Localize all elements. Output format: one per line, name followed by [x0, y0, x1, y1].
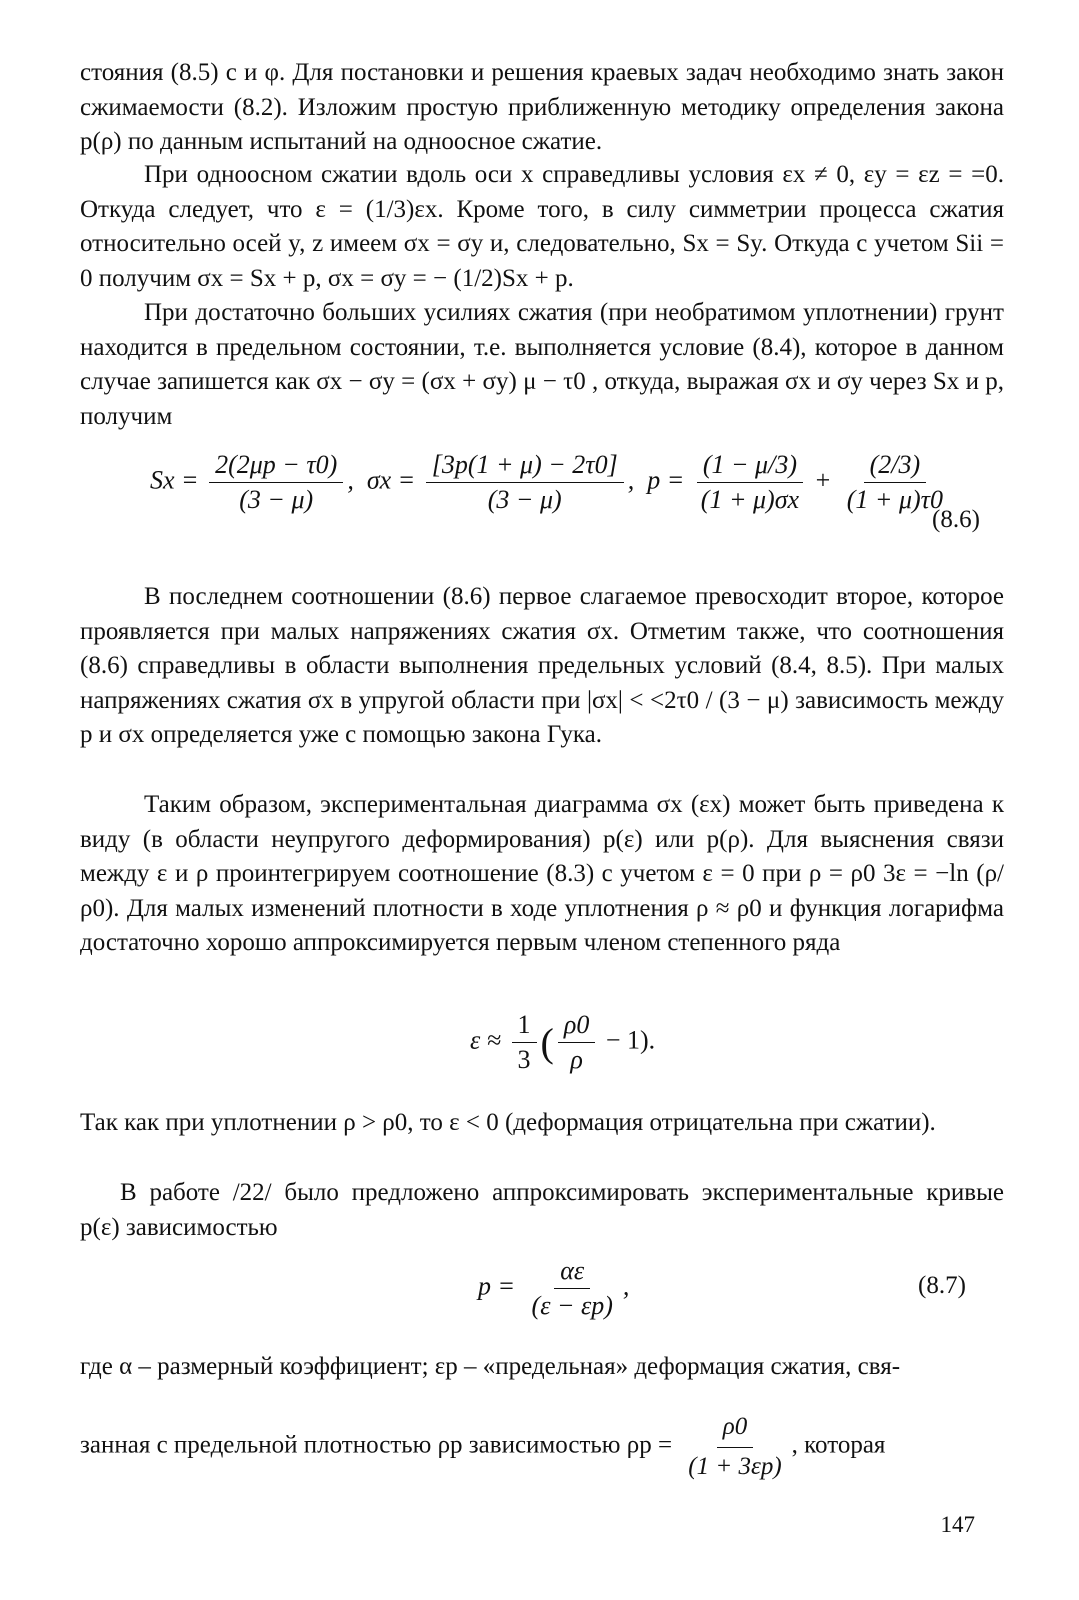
plus-sign: + — [815, 465, 831, 495]
eps-inner-num: ρ0 — [558, 1010, 595, 1043]
paragraph-5: Таким образом, экспериментальная диаграмма σx (εx) может быть приведена к виду (в области неупругого деформирования) p(ε) или p(ρ). Для выяснения связи между ε и ρ проинтегрируем соотношение (8.3) с учетом ε = 0 при ρ = ρ0 3ε = −ln (ρ/ρ0). Для малых изменений плотности в ходе уплотнения ρ ≈ ρ0 и функция логарифма достаточно хорошо аппроксимируется первым членом степенного ряда — [80, 791, 1004, 956]
sx-denominator: (3 − μ) — [239, 485, 314, 514]
eq87-numerator: αε — [554, 1256, 590, 1289]
rho-p-numerator: ρ0 — [717, 1410, 754, 1448]
equation-8-7: p = $\frac{\alpha\varepsilon}{(\varepsilon - \varepsilon p)}$ , — [478, 1256, 630, 1320]
paragraph-8: где α – размерный коэффициент; εp – «предельная» деформация сжатия, свя- — [80, 1353, 901, 1380]
p-lhs: p = — [647, 465, 685, 495]
sigma-fraction — [426, 450, 624, 515]
equation-epsilon: ε ≈ $\frac{1}{3}$ ( $\frac{\rho 0}{\rho}$ − 1). — [470, 1010, 656, 1074]
sx-fraction — [209, 450, 343, 515]
paragraph-9-tail: , которая — [791, 1431, 886, 1459]
sx-numerator: 2(2μp − τ0) — [209, 450, 343, 483]
paragraph-2: При одноосном сжатии вдоль оси x справедливы условия εx ≠ 0, εy = εz = =0. Откуда следует, что ε = (1/3)εx. Кроме того, в силу симметрии процесса сжатия относительно осей y, z имеем σx = σy и, следовательно, Sx = Sy. Откуда с учетом Sii = 0 получим σx = Sx + p, σx = σy = − (1/2)Sx + p. — [80, 161, 1004, 292]
eps-inner-den: ρ — [570, 1045, 583, 1074]
sigma-denominator: (3 − μ) — [487, 485, 562, 514]
sigma-numerator: [3p(1 + μ) − 2τ0] — [426, 450, 624, 483]
eps-coefficient — [512, 1010, 537, 1075]
page-number: 147 — [940, 1512, 975, 1537]
rho-p-denominator: (1 + 3εp) — [688, 1452, 782, 1480]
p-denominator-1: (1 + μ)σx — [700, 485, 800, 514]
equation-number-8-7: (8.7) — [918, 1272, 966, 1299]
p-denominator-2: (1 + μ)τ0 — [846, 485, 943, 514]
eps-coef-num: 1 — [512, 1010, 537, 1043]
rho-p-fraction — [682, 1410, 787, 1484]
equation-8-6: Sx = $\frac{2(2\mu p - \tau 0)}{(3 - \mu)}$ , σx = $\frac{[3p(1 + \mu) - 2\tau 0]}{(3 - \mu)}$ , p = $\frac{(1 - \mu/3)}{(1 + \mu)\sigma x}$ + $\frac{(2/3)}{(1 + \mu)\tau 0}$ — [150, 450, 953, 515]
paragraph-9-text: занная с предельной плотностью ρp зависимостью ρp = — [80, 1431, 673, 1459]
equation-number-8-6: (8.6) — [932, 506, 980, 533]
eq87-denominator: (ε − εp) — [531, 1291, 613, 1320]
sx-lhs: Sx = — [150, 465, 199, 495]
sigma-lhs: σx = — [366, 465, 416, 495]
p-fraction-1 — [695, 450, 805, 515]
paragraph-3: При достаточно больших усилиях сжатия (при необратимом уплотнении) грунт находится в предельном состоянии, т.е. выполняется условие (8.4), которое в данном случае запишется как σx − σy = (σx + σy) μ − τ0 , откуда, выражая σx и σy через Sx и p, получим — [80, 299, 1004, 430]
p-numerator-2: (2/3) — [864, 450, 927, 483]
eps-inner-fraction — [558, 1010, 595, 1075]
paragraph-1: стояния (8.5) с и φ. Для постановки и решения краевых задач необходимо знать закон сжимаемости (8.2). Изложим простую приближенную методику определения закона p(ρ) по данным испытаний на одноосное сжатие. — [80, 59, 1004, 155]
paragraph-6: Так как при уплотнении ρ > ρ0, то ε < 0 (деформация отрицательна при сжатии). — [80, 1109, 936, 1136]
eps-tail: − 1). — [605, 1025, 656, 1055]
eq87-fraction — [526, 1256, 619, 1321]
eps-lhs: ε ≈ — [470, 1025, 502, 1055]
p-numerator-1: (1 − μ/3) — [697, 450, 803, 483]
eps-coef-den: 3 — [517, 1045, 531, 1074]
paragraph-4: В последнем соотношении (8.6) первое слагаемое превосходит второе, которое проявляется при малых напряжениях сжатия σx. Отметим также, что соотношения (8.6) справедливы в области выполнения предельных условий (8.4, 8.5). При малых напряжениях сжатия σx в упругой области при |σx| < <2τ0 / (3 − μ) зависимость между p и σx определяется уже с помощью закона Гука. — [80, 583, 1005, 748]
paragraph-9 — [80, 1410, 1004, 1484]
paragraph-7: В работе /22/ было предложено аппроксимировать экспериментальные кривые p(ε) зависимостью — [80, 1179, 1004, 1241]
eq87-lhs: p = — [478, 1271, 516, 1301]
